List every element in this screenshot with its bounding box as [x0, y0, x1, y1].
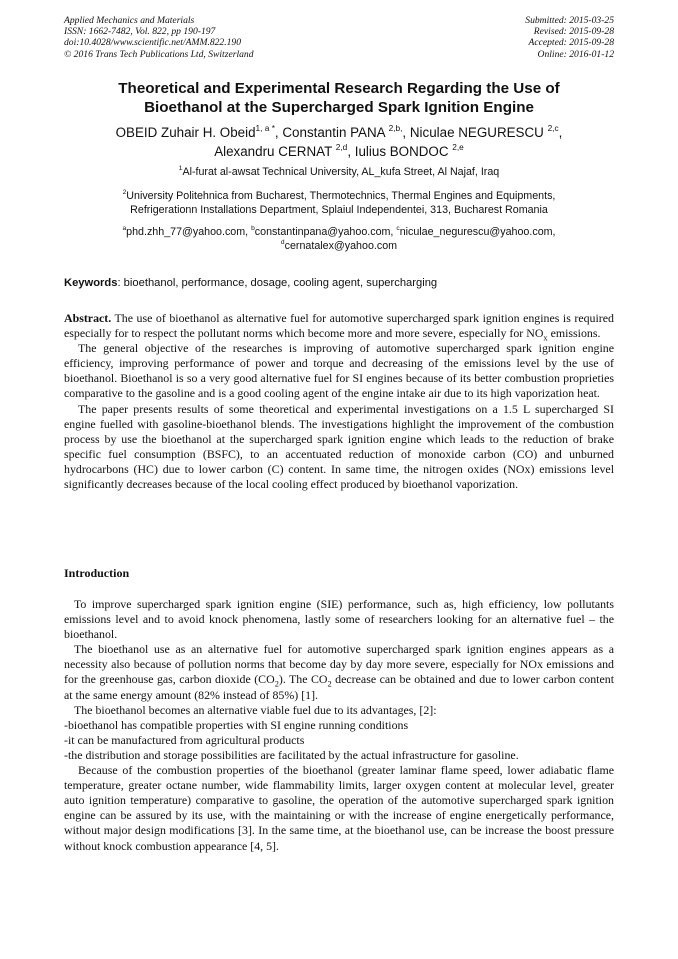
section-heading: Introduction: [64, 566, 130, 580]
affiliation-1: [64, 166, 614, 180]
introduction-text: [64, 597, 614, 854]
publication-dates: [525, 15, 614, 60]
email-address[interactable]: phd.zhh_77@yahoo.com,: [126, 226, 249, 238]
body-paragraph: The bioethanol becomes an alternative viable fuel due to its advantages, [2]:: [74, 702, 437, 717]
issn: ISSN: 1662-7482, Vol. 822, pp 190-197: [64, 26, 216, 38]
author-affiliation-mark: 2,c: [547, 123, 559, 134]
author-affiliation-mark: 2,d: [335, 141, 348, 152]
abstract-label: Abstract.: [64, 311, 112, 325]
accepted-date: Accepted: 2015-09-28: [528, 37, 614, 49]
affiliation-text: University Politehnica from Bucharest, Thermotechnics, Thermal Engines and Equipments,: [126, 190, 556, 202]
affiliation-number: 2: [122, 189, 127, 197]
online-date: Online: 2016-01-12: [537, 48, 614, 60]
keywords-text: : bioethanol, performance, dosage, cooling agent, supercharging: [117, 277, 438, 289]
keywords: [64, 276, 614, 290]
submitted-date: Submitted: 2015-03-25: [525, 15, 614, 26]
author-name: OBEID Zuhair H. Obeid: [115, 125, 256, 140]
email-address[interactable]: niculae_negurescu@yahoo.com,: [399, 226, 556, 238]
affiliation-2: [64, 190, 614, 217]
bullet-item: -bioethanol has compatible properties with SI engine running conditions: [64, 717, 409, 732]
bullet-item: -it can be manufactured from agricultural products: [64, 732, 305, 747]
email-address[interactable]: constantinpana@yahoo.com,: [254, 226, 394, 238]
authors-line-1: OBEID Zuhair H. Obeid$^{1, a *}$, Constantin PANA $^{2,b,}$, Niculae NEGURESCU $^{2,c}$,: [115, 123, 563, 140]
abstract-paragraph: Abstract. The use of bioethanol as alternative fuel for automotive supercharged spark ignition engines is required especially for to respect the pollutant norms which become more and more severe, especially for $NO_x$ emissions.: [64, 311, 614, 343]
emails-line-1: $^a$phd.zhh_77@yahoo.com, $^b$constantinpana@yahoo.com, $^c$niculae_negurescu@yahoo.com,: [122, 225, 556, 238]
email-address[interactable]: cernatalex@yahoo.com: [284, 239, 398, 252]
journal-name: Applied Mechanics and Materials: [64, 15, 195, 26]
authors-line-2: Alexandru CERNAT $^{2,d}$, Iulius BONDOC $^{2,e}$: [214, 141, 464, 159]
copyright: © 2016 Trans Tech Publications Ltd, Switzerland: [64, 48, 254, 60]
author-affiliation-mark: 2,b,: [388, 123, 403, 134]
abstract: [64, 311, 614, 492]
title-line-1: Theoretical and Experimental Research Regarding the Use of: [118, 80, 560, 97]
doi: doi:10.4028/www.scientific.net/AMM.822.190: [64, 37, 242, 49]
emails-line-2: $^d$cernatalex@yahoo.com: [280, 238, 398, 252]
author-name: Alexandru CERNAT: [214, 143, 333, 159]
abstract-paragraph: The general objective of the researches is improving of automotive supercharged spark ignition engine efficiency, improving performance of power and torque and decreasing of the emissions level by the use of bioethanol. Bioethanol is so a very good alternative fuel for SI engines because of its better combustion proprieties comparative to the gasoline and is a good cooling agent of the engine intake air due to its high vaporization heat.: [64, 341, 614, 401]
body-paragraph: To improve supercharged spark ignition engine (SIE) performance, such as, high efficiency, low pollutants emissions level and to avoid knock phenomena, lastly some of researchers looking for an alternative fuel – the bioethanol.: [64, 597, 614, 642]
revised-date: Revised: 2015-09-28: [533, 26, 614, 38]
abstract-paragraph: The paper presents results of some theoretical and experimental investigations on a 1.5 L supercharged SI engine fuelled with gasoline-bioethanol blends. The investigations highlight the improvement of the combustion process by use the bioethanol at the supercharged spark ignition engine which leads to the reduction of brake specific fuel consumption (BSFC), to an accentuated reduction of monoxide carbon (CO) and unburned hydrocarbons (HC) due to lower carbon (C) content. In same time, the nitrogen oxides (NOx) emissions level significantly decreases because of the local cooling effect produced by bioethanol vaporization.: [64, 401, 614, 492]
body-paragraph: Because of the combustion properties of the bioethanol (greater laminar flame speed, lower adiabatic flame temperature, greater octane number, wide flammability limits, larger oxygen content at molecular level, greater auto ignition temperature) comparative to gasoline, the operation of the automotive supercharged spark ignition engine can be assured by its use, with the maintaining or with the increase of engine energetically performance, without major design modifications [3]. In the same time, at the bioethanol use, can be increase the boost pressure without knock combustion appearance [4, 5].: [64, 763, 614, 853]
author-affiliation-mark: 2,e: [452, 141, 464, 152]
journal-info: [64, 15, 254, 60]
author-name: Niculae NEGURESCU: [409, 125, 544, 140]
paper-title: [64, 80, 614, 117]
author-affiliation-mark: 1, a *: [255, 123, 275, 134]
keywords-label: Keywords: [64, 277, 118, 289]
author-name: Iulius BONDOC: [354, 143, 449, 159]
affiliation-number: 1: [178, 165, 183, 173]
body-paragraph: The bioethanol use as an alternative fuel for automotive supercharged spark ignition engines appears as a necessity also because of pollution norms that become day by day more severe, especially for NOx emissions and for the greenhouse gas, carbon dioxide $(CO_2)$. The $CO_2$ decrease can be obtained and due to lower carbon content at the same energy amount (82% instead of 85%) [1].: [64, 642, 614, 702]
affiliation-text: Al-furat al-awsat Technical University, AL_kufa Street, Al Najaf, Iraq: [182, 166, 500, 178]
affiliation-line: [64, 190, 614, 204]
bullet-item: -the distribution and storage possibilities are facilitated by the actual infrastructure for gasoline.: [64, 747, 519, 762]
affiliation-line: Refrigerationn Installations Department, Splaiul Independentei, 313, Bucharest Romania: [130, 203, 548, 216]
author-list: [60, 124, 618, 161]
title-line-2: Bioethanol at the Supercharged Spark Ignition Engine: [144, 98, 534, 116]
author-name: Constantin PANA: [282, 125, 385, 140]
email-list: [64, 226, 614, 253]
